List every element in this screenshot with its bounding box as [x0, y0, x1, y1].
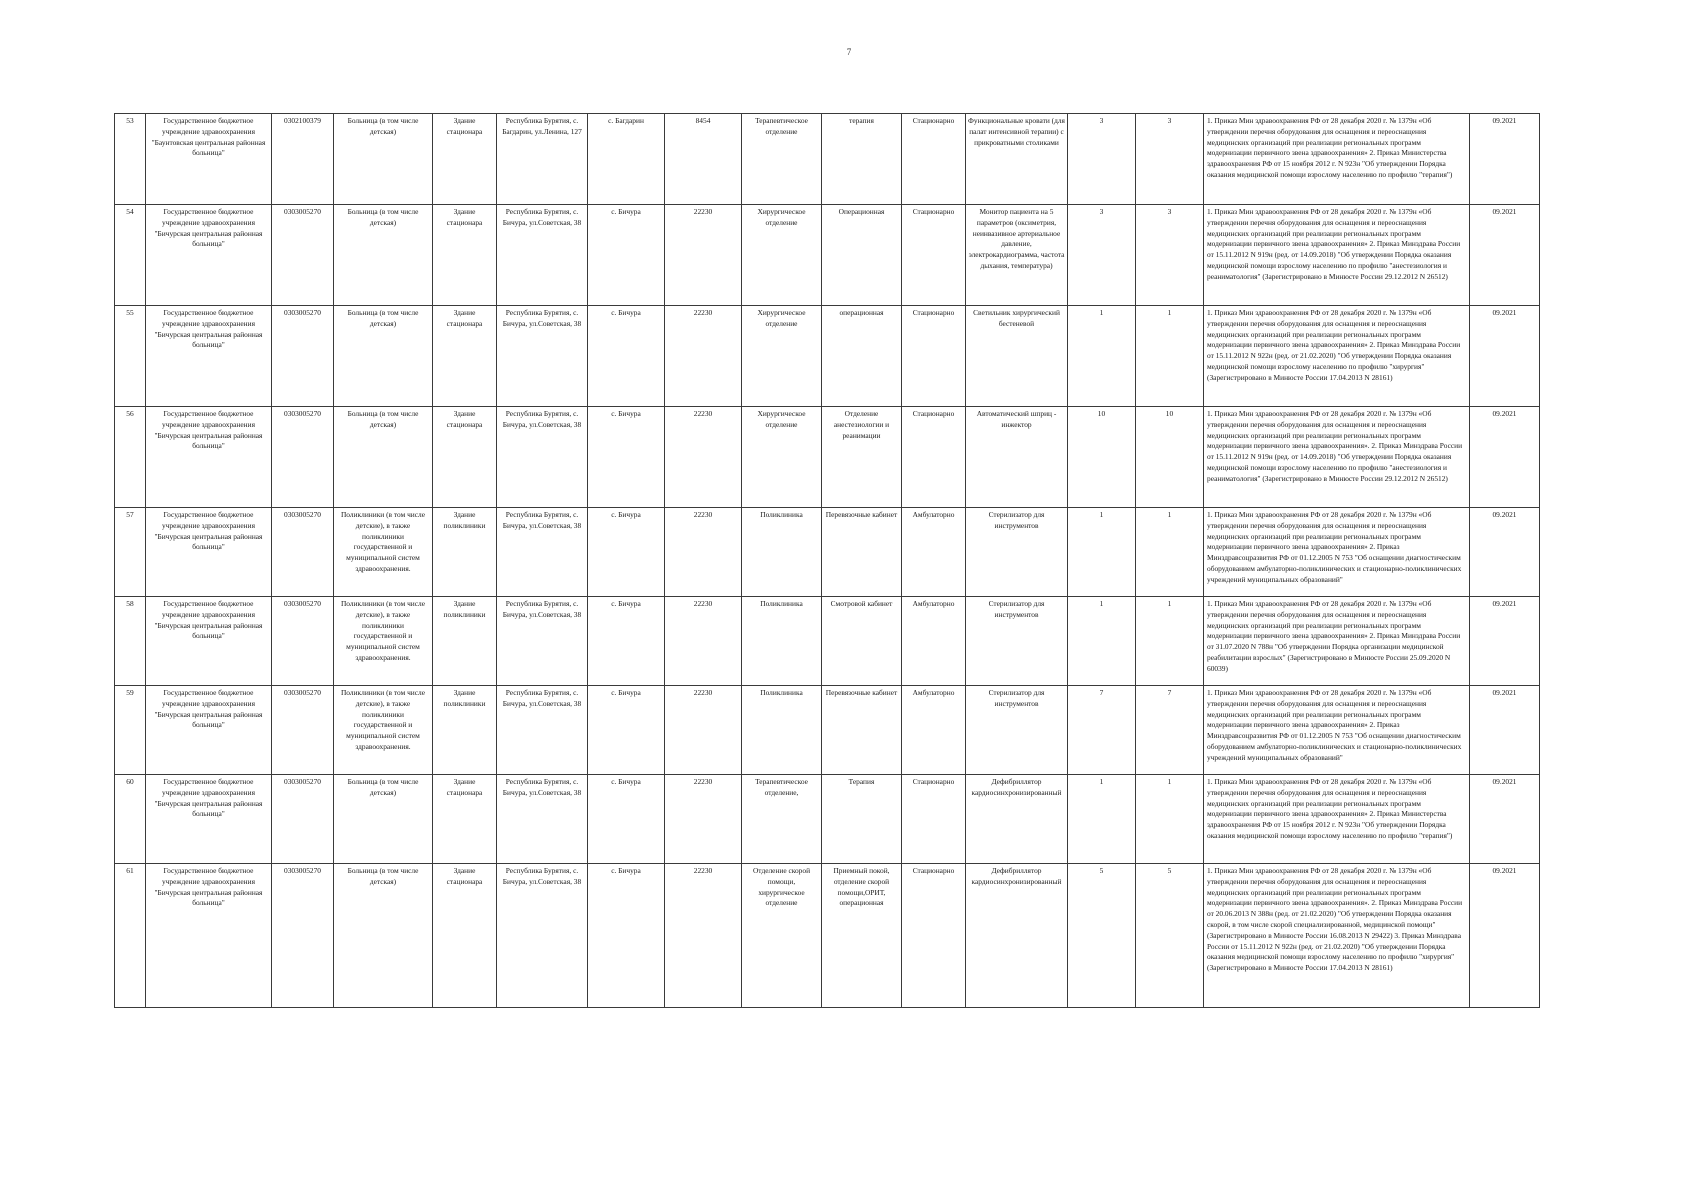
- room-cell: Смотровой кабинет: [822, 597, 902, 686]
- row-number-cell: 59: [115, 686, 146, 775]
- population-cell: 8454: [665, 114, 742, 205]
- row-number-cell: 56: [115, 407, 146, 508]
- address-cell: Республика Бурятия, с. Бичура, ул.Советская, 38: [497, 775, 588, 864]
- address-cell: Республика Бурятия, с. Бичура, ул.Советская, 38: [497, 205, 588, 306]
- organization-cell: Государственное бюджетное учреждение здравоохранения "Бичурская центральная районная больница": [146, 205, 272, 306]
- address-cell: Республика Бурятия, с. Бичура, ул.Советская, 38: [497, 686, 588, 775]
- room-cell: Перевязочные кабинет: [822, 508, 902, 597]
- row-number-cell: 54: [115, 205, 146, 306]
- equipment-name-cell: Функциональные кровати (для палат интенсивной терапии) с прикроватными столиками: [966, 114, 1068, 205]
- care-form-cell: Амбулаторно: [902, 508, 966, 597]
- date-cell: 09.2021: [1470, 775, 1540, 864]
- table-row: [115, 114, 1540, 205]
- okpo-code-cell: 0302100379: [272, 114, 334, 205]
- quantity-planned-cell: 7: [1136, 686, 1204, 775]
- quantity-required-cell: 5: [1068, 864, 1136, 1008]
- department-cell: Хирургическое отделение: [742, 205, 822, 306]
- date-cell: 09.2021: [1470, 205, 1540, 306]
- facility-type-cell: Поликлиники (в том числе детские), в также поликлиники государственной и муниципальной систем здравоохранения.: [334, 686, 433, 775]
- legal-basis-cell: 1. Приказ Мин здравоохранения РФ от 28 декабря 2020 г. № 1379н «Об утверждении перечня оборудования для оснащения и переоснащения медицинских организаций при реализации региональных программ модернизации первичного звена здравоохранения» 2. Приказ Министерства здравоохранения РФ от 15 ноября 2012 г. N 923н "Об утверждении Порядка оказания медицинской помощи взрослому населению по профилю "терапия"): [1204, 114, 1470, 205]
- organization-cell: Государственное бюджетное учреждение здравоохранения "Бичурская центральная районная больница": [146, 306, 272, 407]
- room-cell: Операционная: [822, 205, 902, 306]
- quantity-required-cell: 1: [1068, 775, 1136, 864]
- okpo-code-cell: 0303005270: [272, 775, 334, 864]
- table-row: [115, 864, 1540, 1008]
- address-cell: Республика Бурятия, с. Бичура, ул.Советская, 38: [497, 306, 588, 407]
- care-form-cell: Стационарно: [902, 306, 966, 407]
- date-cell: 09.2021: [1470, 864, 1540, 1008]
- okpo-code-cell: 0303005270: [272, 508, 334, 597]
- care-form-cell: Стационарно: [902, 775, 966, 864]
- population-cell: 22230: [665, 306, 742, 407]
- quantity-required-cell: 1: [1068, 508, 1136, 597]
- okpo-code-cell: 0303005270: [272, 306, 334, 407]
- room-cell: Терапия: [822, 775, 902, 864]
- date-cell: 09.2021: [1470, 407, 1540, 508]
- care-form-cell: Стационарно: [902, 864, 966, 1008]
- legal-basis-cell: 1. Приказ Мин здравоохранения РФ от 28 декабря 2020 г. № 1379н «Об утверждении перечня оборудования для оснащения и переоснащения медицинских организаций при реализации региональных программ модернизации первичного звена здравоохранения» 2. Приказ Минздрава России от 15.11.2012 N 922н (ред. от 21.02.2020) "Об утверждении Порядка оказания медицинской помощи взрослому населению по профилю "хирургия" (Зарегистрировано в Минюсте России 17.04.2013 N 28161): [1204, 306, 1470, 407]
- organization-cell: Государственное бюджетное учреждение здравоохранения "Бичурская центральная районная больница": [146, 508, 272, 597]
- date-cell: 09.2021: [1470, 686, 1540, 775]
- table-row: [115, 508, 1540, 597]
- locality-cell: с. Бичура: [588, 407, 665, 508]
- equipment-name-cell: Стерилизатор для инструментов: [966, 686, 1068, 775]
- quantity-required-cell: 7: [1068, 686, 1136, 775]
- facility-type-cell: Больница (в том числе детская): [334, 114, 433, 205]
- equipment-name-cell: Дефибриллятор кардиосинхронизированный: [966, 864, 1068, 1008]
- organization-cell: Государственное бюджетное учреждение здравоохранения "Бичурская центральная районная больница": [146, 686, 272, 775]
- quantity-required-cell: 1: [1068, 597, 1136, 686]
- address-cell: Республика Бурятия, с. Багдарин, ул.Ленина, 127: [497, 114, 588, 205]
- okpo-code-cell: 0303005270: [272, 597, 334, 686]
- department-cell: Хирургическое отделение: [742, 407, 822, 508]
- date-cell: 09.2021: [1470, 306, 1540, 407]
- building-cell: Здание стационара: [433, 205, 497, 306]
- quantity-planned-cell: 3: [1136, 205, 1204, 306]
- quantity-required-cell: 1: [1068, 306, 1136, 407]
- quantity-planned-cell: 3: [1136, 114, 1204, 205]
- equipment-name-cell: Автоматический шприц - инжектор: [966, 407, 1068, 508]
- care-form-cell: Амбулаторно: [902, 597, 966, 686]
- room-cell: Приемный покой, отделение скорой помощи,ОРИТ, операционная: [822, 864, 902, 1008]
- page-number: 7: [846, 47, 852, 57]
- locality-cell: с. Бичура: [588, 205, 665, 306]
- okpo-code-cell: 0303005270: [272, 864, 334, 1008]
- equipment-name-cell: Монитор пациента на 5 параметров (оксиметрия, неинвазивное артериальное давление, электрокардиограмма, частота дыхания, температура): [966, 205, 1068, 306]
- department-cell: Хирургическое отделение: [742, 306, 822, 407]
- address-cell: Республика Бурятия, с. Бичура, ул.Советская, 38: [497, 597, 588, 686]
- facility-type-cell: Больница (в том числе детская): [334, 775, 433, 864]
- table-row: [115, 306, 1540, 407]
- locality-cell: с. Багдарин: [588, 114, 665, 205]
- department-cell: Поликлиника: [742, 686, 822, 775]
- locality-cell: с. Бичура: [588, 775, 665, 864]
- room-cell: Отделение анестезиологии и реанимации: [822, 407, 902, 508]
- date-cell: 09.2021: [1470, 114, 1540, 205]
- organization-cell: Государственное бюджетное учреждение здравоохранения "Бичурская центральная районная больница": [146, 597, 272, 686]
- locality-cell: с. Бичура: [588, 306, 665, 407]
- room-cell: терапия: [822, 114, 902, 205]
- address-cell: Республика Бурятия, с. Бичура, ул.Советская, 38: [497, 407, 588, 508]
- building-cell: Здание стационара: [433, 306, 497, 407]
- date-cell: 09.2021: [1470, 597, 1540, 686]
- okpo-code-cell: 0303005270: [272, 205, 334, 306]
- row-number-cell: 61: [115, 864, 146, 1008]
- building-cell: Здание стационара: [433, 864, 497, 1008]
- row-number-cell: 53: [115, 114, 146, 205]
- building-cell: Здание стационара: [433, 775, 497, 864]
- row-number-cell: 60: [115, 775, 146, 864]
- care-form-cell: Стационарно: [902, 114, 966, 205]
- table-row: [115, 775, 1540, 864]
- organization-cell: Государственное бюджетное учреждение здравоохранения "Бичурская центральная районная больница": [146, 864, 272, 1008]
- department-cell: Поликлиника: [742, 597, 822, 686]
- quantity-planned-cell: 1: [1136, 597, 1204, 686]
- facility-type-cell: Больница (в том числе детская): [334, 306, 433, 407]
- legal-basis-cell: 1. Приказ Мин здравоохранения РФ от 28 декабря 2020 г. № 1379н «Об утверждении перечня оборудования для оснащения и переоснащения медицинских организаций при реализации региональных программ модернизации первичного звена здравоохранения» 2. Приказ Минздрава России от 15.11.2012 N 919н (ред. от 14.09.2018) "Об утверждении Порядка оказания медицинской помощи взрослому населению по профилю "анестезиология и реаниматология" (Зарегистрировано в Минюсте России 29.12.2012 N 26512): [1204, 205, 1470, 306]
- date-cell: 09.2021: [1470, 508, 1540, 597]
- legal-basis-cell: 1. Приказ Мин здравоохранения РФ от 28 декабря 2020 г. № 1379н «Об утверждении перечня оборудования для оснащения и переоснащения медицинских организаций при реализации региональных программ модернизации первичного звена здравоохранения». 2. Приказ Минздрава России от 15.11.2012 N 919н (ред. от 14.09.2018) "Об утверждении Порядка оказания медицинской помощи взрослому населению по профилю "анестезиология и реаниматология" (Зарегистрировано в Минюсте России 29.12.2012 N 26512): [1204, 407, 1470, 508]
- organization-cell: Государственное бюджетное учреждение здравоохранения "Баунтовская центральная районная больница": [146, 114, 272, 205]
- organization-cell: Государственное бюджетное учреждение здравоохранения "Бичурская центральная районная больница": [146, 407, 272, 508]
- facility-type-cell: Больница (в том числе детская): [334, 407, 433, 508]
- equipment-name-cell: Светильник хирургический бестеневой: [966, 306, 1068, 407]
- quantity-planned-cell: 10: [1136, 407, 1204, 508]
- population-cell: 22230: [665, 864, 742, 1008]
- facility-type-cell: Больница (в том числе детская): [334, 864, 433, 1008]
- population-cell: 22230: [665, 597, 742, 686]
- facility-type-cell: Больница (в том числе детская): [334, 205, 433, 306]
- legal-basis-cell: 1. Приказ Мин здравоохранения РФ от 28 декабря 2020 г. № 1379н «Об утверждении перечня оборудования для оснащения и переоснащения медицинских организаций при реализации региональных программ модернизации первичного звена здравоохранения» 2. Приказ Министерства здравоохранения РФ от 15 ноября 2012 г. N 923н "Об утверждении Порядка оказания медицинской помощи взрослому населению по профилю "терапия"): [1204, 775, 1470, 864]
- row-number-cell: 57: [115, 508, 146, 597]
- table-row: [115, 597, 1540, 686]
- locality-cell: с. Бичура: [588, 864, 665, 1008]
- care-form-cell: Амбулаторно: [902, 686, 966, 775]
- population-cell: 22230: [665, 775, 742, 864]
- quantity-planned-cell: 1: [1136, 508, 1204, 597]
- building-cell: Здание поликлиники: [433, 597, 497, 686]
- equipment-name-cell: Стерилизатор для инструментов: [966, 597, 1068, 686]
- building-cell: Здание поликлиники: [433, 686, 497, 775]
- quantity-planned-cell: 5: [1136, 864, 1204, 1008]
- okpo-code-cell: 0303005270: [272, 407, 334, 508]
- population-cell: 22230: [665, 508, 742, 597]
- quantity-planned-cell: 1: [1136, 306, 1204, 407]
- legal-basis-cell: 1. Приказ Мин здравоохранения РФ от 28 декабря 2020 г. № 1379н «Об утверждении перечня оборудования для оснащения и переоснащения медицинских организаций при реализации региональных программ модернизации первичного звена здравоохранения» 2. Приказ Минздравсоцразвития РФ от 01.12.2005 N 753 "Об оснащении диагностическим оборудованием амбулаторно-поликлинических и стационарно-поликлинических учреждений муниципальных образований": [1204, 508, 1470, 597]
- legal-basis-cell: 1. Приказ Мин здравоохранения РФ от 28 декабря 2020 г. № 1379н «Об утверждении перечня оборудования для оснащения и переоснащения медицинских организаций при реализации региональных программ модернизации первичного звена здравоохранения» 2. Приказ Минздрава России от 31.07.2020 N 788н "Об утверждении Порядка организации медицинской реабилитации взрослых" (Зарегистрировано в Минюсте России 25.09.2020 N 60039): [1204, 597, 1470, 686]
- locality-cell: с. Бичура: [588, 597, 665, 686]
- facility-type-cell: Поликлиники (в том числе детские), в также поликлиники государственной и муниципальной систем здравоохранения.: [334, 597, 433, 686]
- building-cell: Здание поликлиники: [433, 508, 497, 597]
- equipment-table: [114, 113, 1540, 1008]
- address-cell: Республика Бурятия, с. Бичура, ул.Советская, 38: [497, 864, 588, 1008]
- organization-cell: Государственное бюджетное учреждение здравоохранения "Бичурская центральная районная больница": [146, 775, 272, 864]
- equipment-name-cell: Стерилизатор для инструментов: [966, 508, 1068, 597]
- legal-basis-cell: 1. Приказ Мин здравоохранения РФ от 28 декабря 2020 г. № 1379н «Об утверждении перечня оборудования для оснащения и переоснащения медицинских организаций при реализации региональных программ модернизации первичного звена здравоохранения» 2. Приказ Минздравсоцразвития РФ от 01.12.2005 N 753 "Об оснащении диагностическим оборудованием амбулаторно-поликлинических и стационарно-поликлинических учреждений муниципальных образований": [1204, 686, 1470, 775]
- table-row: [115, 686, 1540, 775]
- row-number-cell: 55: [115, 306, 146, 407]
- room-cell: операционная: [822, 306, 902, 407]
- row-number-cell: 58: [115, 597, 146, 686]
- equipment-name-cell: Дефибриллятор кардиосинхронизированный: [966, 775, 1068, 864]
- locality-cell: с. Бичура: [588, 686, 665, 775]
- department-cell: Терапевтическое отделение: [742, 114, 822, 205]
- care-form-cell: Стационарно: [902, 407, 966, 508]
- department-cell: Поликлиника: [742, 508, 822, 597]
- quantity-required-cell: 3: [1068, 114, 1136, 205]
- okpo-code-cell: 0303005270: [272, 686, 334, 775]
- address-cell: Республика Бурятия, с. Бичура, ул.Советская, 38: [497, 508, 588, 597]
- building-cell: Здание стационара: [433, 114, 497, 205]
- table-row: [115, 205, 1540, 306]
- quantity-required-cell: 3: [1068, 205, 1136, 306]
- legal-basis-cell: 1. Приказ Мин здравоохранения РФ от 28 декабря 2020 г. № 1379н «Об утверждении перечня оборудования для оснащения и переоснащения медицинских организаций при реализации региональных программ модернизации первичного звена здравоохранения». 2. Приказ Минздрава России от 20.06.2013 N 388н (ред. от 21.02.2020) "Об утверждении Порядка оказания скорой, в том числе скорой специализированной, медицинской помощи" (Зарегистрировано в Минюсте России 16.08.2013 N 29422) 3. Приказ Минздрава России от 15.11.2012 N 922н (ред. от 21.02.2020) "Об утверждении Порядка оказания медицинской помощи взрослому населению по профилю "хирургия" (Зарегистрировано в Минюсте России 17.04.2013 N 28161): [1204, 864, 1470, 1008]
- locality-cell: с. Бичура: [588, 508, 665, 597]
- population-cell: 22230: [665, 205, 742, 306]
- population-cell: 22230: [665, 407, 742, 508]
- room-cell: Перевязочные кабинет: [822, 686, 902, 775]
- quantity-required-cell: 10: [1068, 407, 1136, 508]
- department-cell: Терапевтическое отделение,: [742, 775, 822, 864]
- building-cell: Здание стационара: [433, 407, 497, 508]
- table-row: [115, 407, 1540, 508]
- facility-type-cell: Поликлиники (в том числе детские), в также поликлиники государственной и муниципальной систем здравоохранения.: [334, 508, 433, 597]
- care-form-cell: Стационарно: [902, 205, 966, 306]
- quantity-planned-cell: 1: [1136, 775, 1204, 864]
- table-body: [115, 114, 1540, 1008]
- population-cell: 22230: [665, 686, 742, 775]
- department-cell: Отделение скорой помощи, хирургическое отделение: [742, 864, 822, 1008]
